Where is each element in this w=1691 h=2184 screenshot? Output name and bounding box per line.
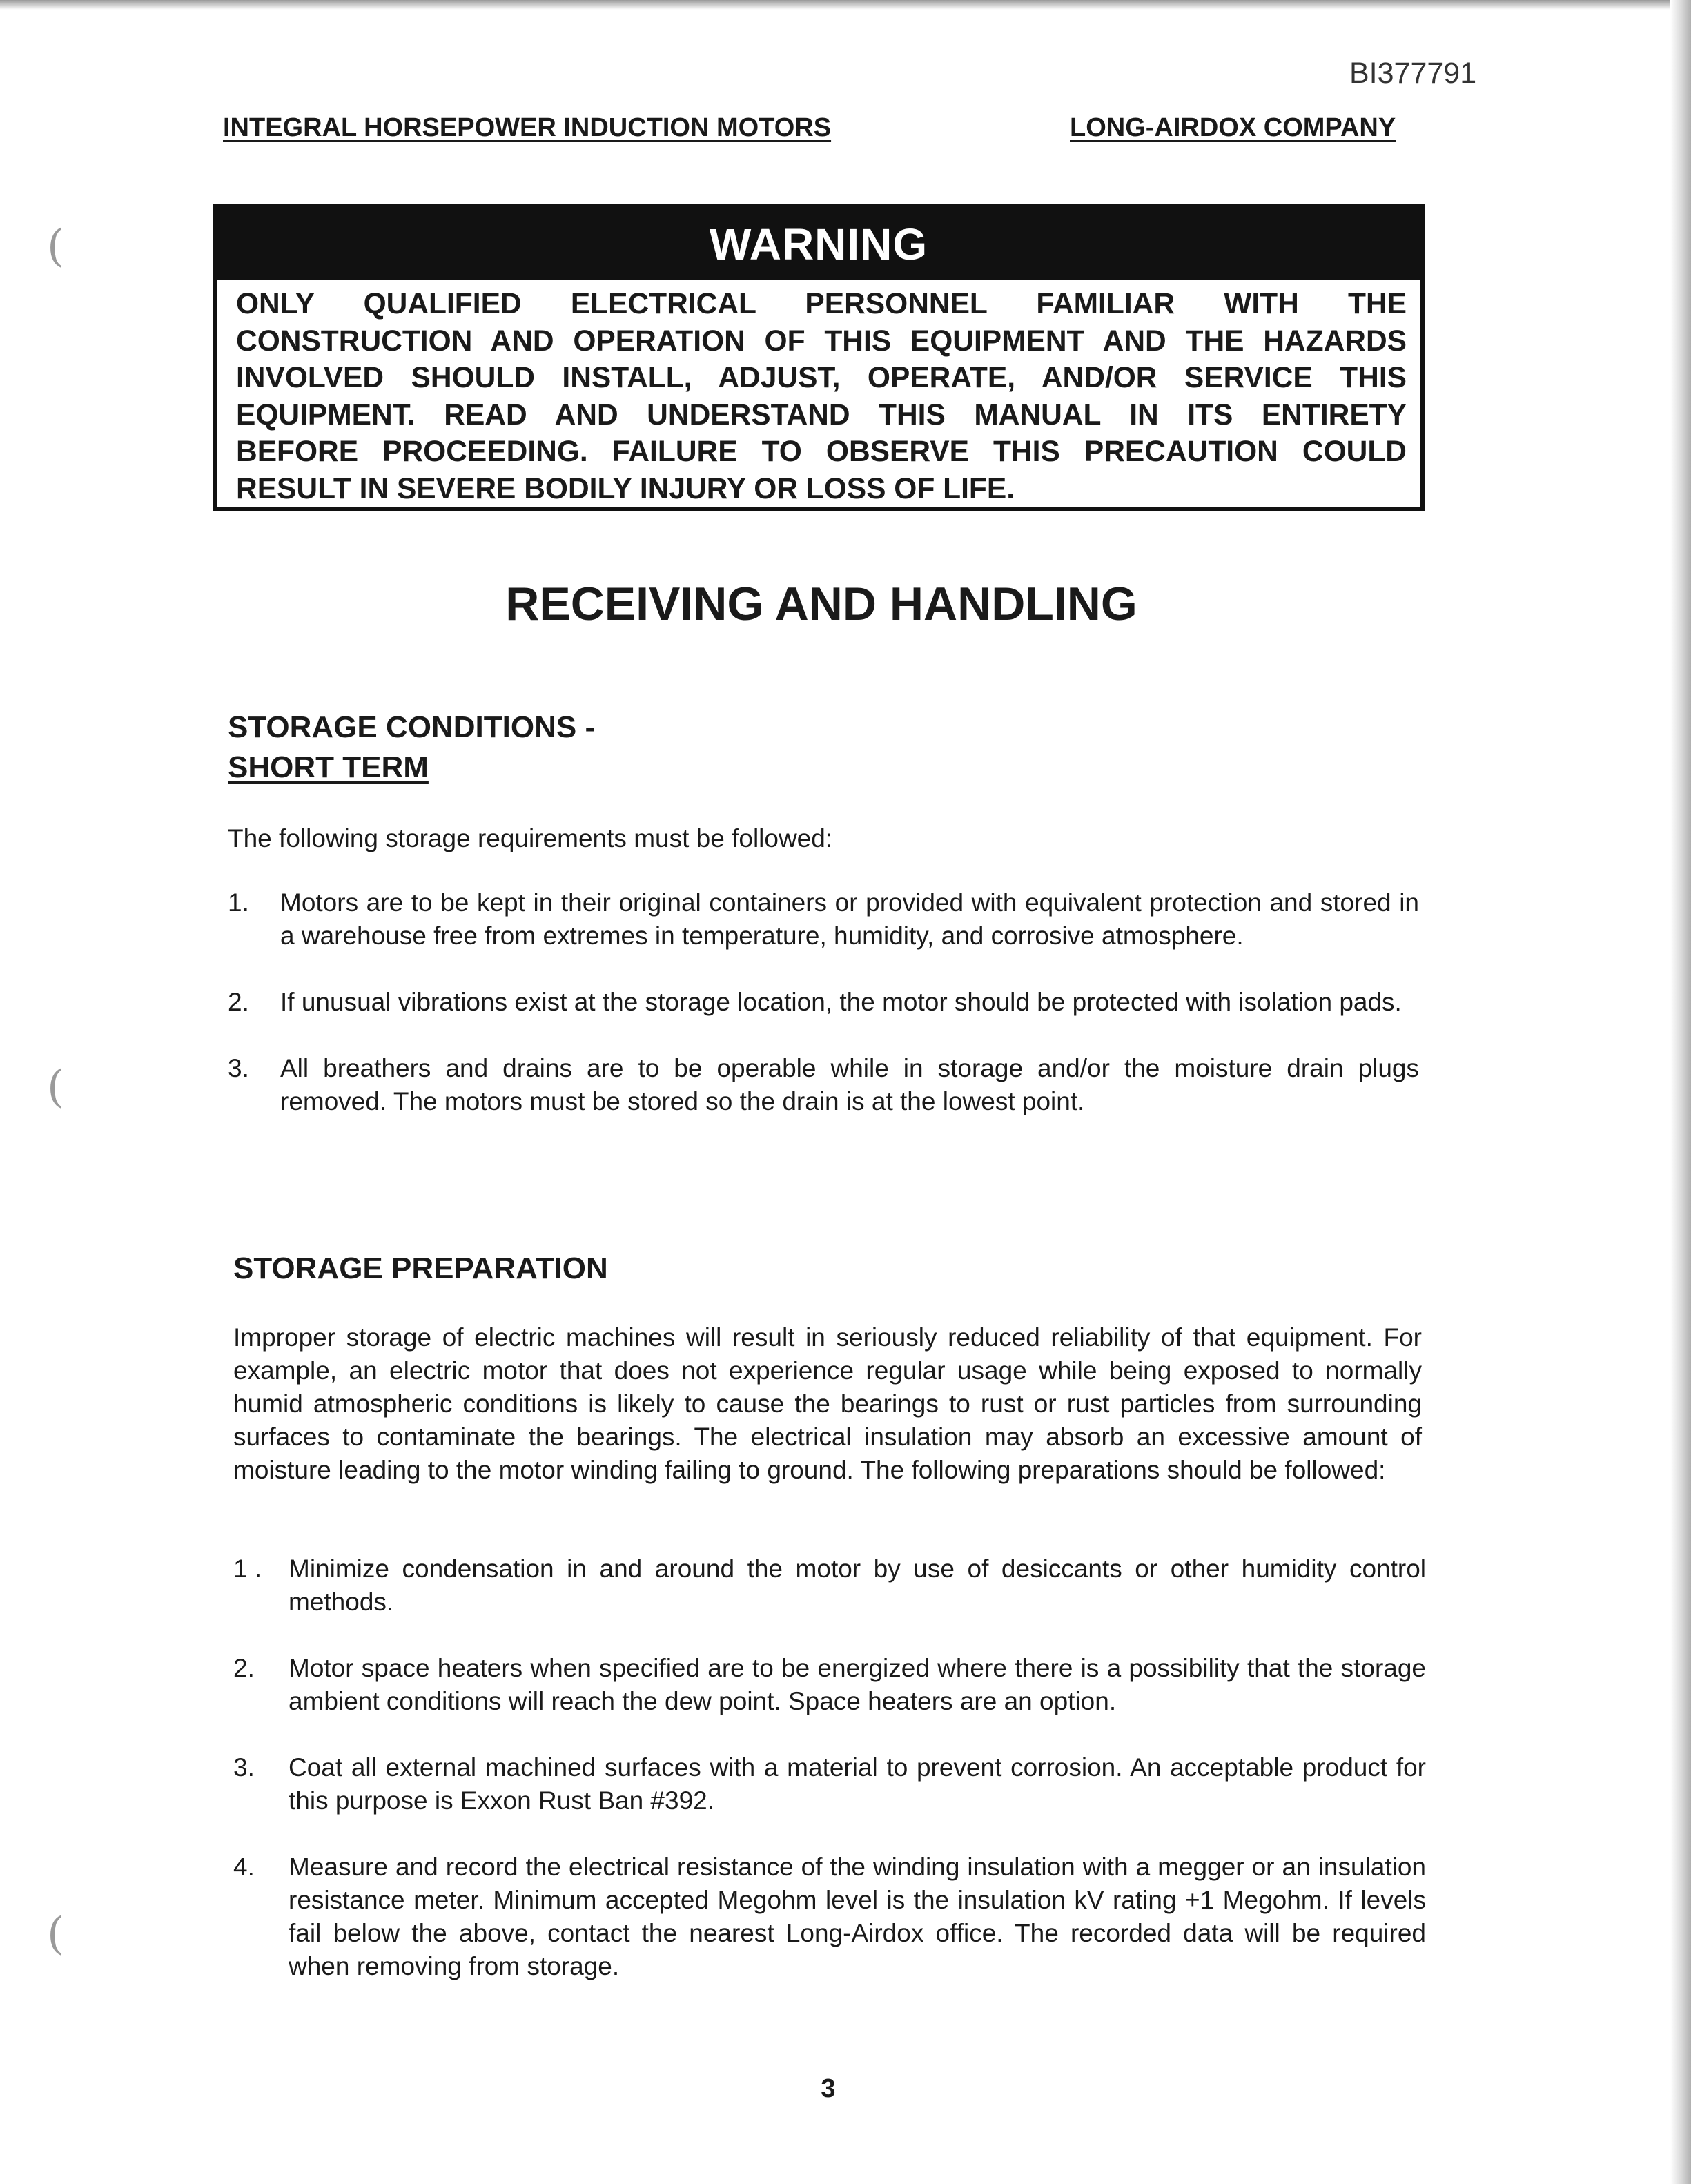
- warning-line: EQUIPMENT. READ AND UNDERSTAND THIS MANUAL IN ITS ENTIRETY: [236, 398, 1407, 431]
- warning-line: INVOLVED SHOULD INSTALL, ADJUST, OPERATE, AND/OR SERVICE THIS: [236, 362, 1407, 394]
- scan-edge-right: [1670, 0, 1691, 2184]
- page-title: RECEIVING AND HANDLING: [505, 578, 1137, 630]
- preparation-intro: Improper storage of electric machines will result in seriously reduced reliability of that equipment. For example, an electric motor that does not experience regular usage while being exposed to normally humid atmospheric conditions is likely to cause the bearings to rust or rust particles from surrounding surfaces to contaminate the bearings. The electrical insulation may absorb an excessive amount of moisture leading to the motor winding failing to ground. The following preparations should be followed:: [233, 1323, 1422, 1484]
- list-item: [228, 986, 1419, 1019]
- list-item-text: All breathers and drains are to be operable while in storage and/or the moisture drain plugs removed. The motors must be stored so the drain is at the lowest point.: [280, 1054, 1419, 1115]
- list-item-number: 2.: [228, 988, 249, 1016]
- punch-hole-mark: (: [47, 1062, 64, 1113]
- scan-edge-top: [0, 0, 1691, 10]
- list-item: [233, 1652, 1426, 1718]
- list-item-number: 4.: [233, 1853, 255, 1881]
- punch-hole-mark: (: [47, 221, 64, 272]
- header-company: LONG-AIRDOX COMPANY: [1070, 113, 1396, 142]
- warning-line: ONLY QUALIFIED ELECTRICAL PERSONNEL FAMILIAR WITH THE: [236, 288, 1407, 320]
- warning-box: [213, 204, 1425, 511]
- list-item-text: If unusual vibrations exist at the storage location, the motor should be protected with isolation pads.: [280, 988, 1402, 1016]
- section-heading-preparation: STORAGE PREPARATION: [233, 1251, 608, 1285]
- warning-line: RESULT IN SEVERE BODILY INJURY OR LOSS OF LIFE.: [236, 472, 1015, 505]
- list-item: [233, 1751, 1426, 1817]
- preparation-list: [233, 1552, 1426, 2016]
- list-item-number: 2.: [233, 1654, 255, 1682]
- list-item-number: 1.: [228, 888, 249, 917]
- list-item-text: Coat all external machined surfaces with a material to prevent corrosion. An acceptable product for this purpose is Exxon Rust Ban #392.: [289, 1753, 1426, 1815]
- list-item: [233, 1552, 1426, 1619]
- document-id: BI377791: [1349, 57, 1477, 90]
- section-heading-short-term: [228, 708, 595, 788]
- list-item-text: Measure and record the electrical resistance of the winding insulation with a megger or an insulation resistance meter. Minimum accepted Megohm level is the insulation kV rating +1 Megohm. If levels fail below the above, contact the nearest Long-Airdox office. The recorded data will be required when removing from storage.: [289, 1853, 1426, 1980]
- warning-line: CONSTRUCTION AND OPERATION OF THIS EQUIPMENT AND THE HAZARDS: [236, 324, 1407, 358]
- list-item-text: Motors are to be kept in their original containers or provided with equivalent protection and stored in a warehouse free from extremes in temperature, humidity, and corrosive atmosphere.: [280, 888, 1419, 950]
- list-item: [228, 886, 1419, 953]
- short-term-intro: The following storage requirements must be followed:: [228, 824, 833, 852]
- short-term-list: [228, 886, 1419, 1151]
- section-heading-line: SHORT TERM: [228, 750, 429, 784]
- list-item-number: 3.: [228, 1054, 249, 1082]
- list-item-number: 1 .: [233, 1554, 262, 1583]
- warning-title: WARNING: [217, 208, 1420, 280]
- header-title: INTEGRAL HORSEPOWER INDUCTION MOTORS: [223, 113, 832, 142]
- page-number: 3: [821, 2074, 836, 2103]
- section-heading-line: STORAGE CONDITIONS -: [228, 710, 596, 744]
- warning-line: BEFORE PROCEEDING. FAILURE TO OBSERVE THIS PRECAUTION COULD: [236, 436, 1407, 468]
- punch-hole-mark: (: [47, 1909, 64, 1960]
- list-item-number: 3.: [233, 1753, 255, 1782]
- list-item-text: Minimize condensation in and around the motor by use of desiccants or other humidity control methods.: [289, 1554, 1426, 1616]
- warning-body: [217, 280, 1420, 507]
- list-item: [233, 1851, 1426, 1983]
- list-item-text: Motor space heaters when specified are to be energized where there is a possibility that the storage ambient conditions will reach the dew point. Space heaters are an option.: [289, 1654, 1426, 1715]
- list-item: [228, 1052, 1419, 1118]
